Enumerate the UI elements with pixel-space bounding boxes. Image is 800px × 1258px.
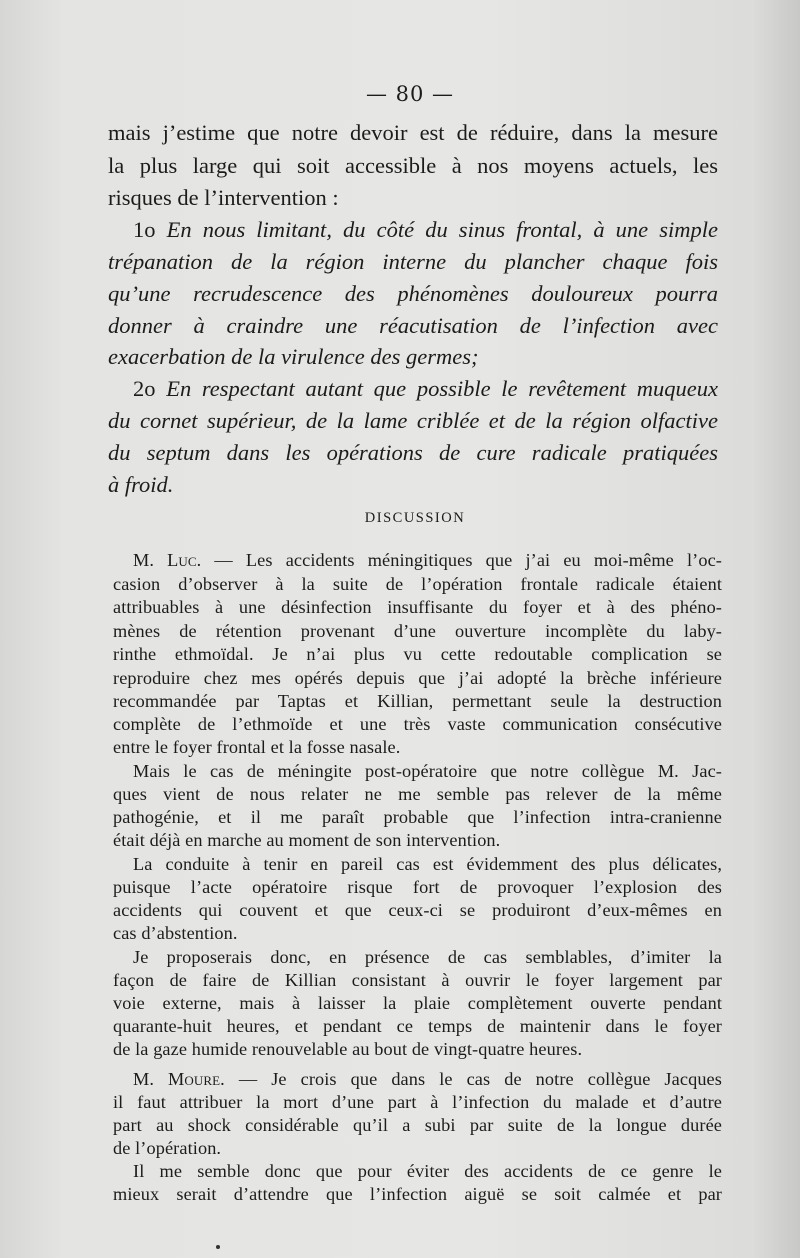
luc-line: M. Luc. — Les accidents méningitiques que j’ai eu moi-même l’oc- [133,550,722,570]
point1-marker: 1o [133,217,156,242]
luc-para3-line: La conduite à tenir en pareil cas est évidemment des plus délicates, [133,854,722,874]
luc-line: complète de l’ethmoïde et une très vaste communication consécutive [113,714,722,734]
moure-para2-line: Il me semble donc que pour éviter des accidents de ce genre le [133,1161,722,1181]
moure-line: de l’opération. [113,1138,222,1158]
point1-line: exacerbation de la virulence des germes; [108,344,479,369]
discussion-heading: DISCUSSION [364,510,466,526]
moure-line: il faut attribuer la mort d’une part à l’infection du malade et d’autre [113,1092,722,1112]
luc-para3-line: accidents qui couvent et que ceux-ci se produiront d’eux-mêmes en [113,900,722,920]
moure-line: M. Moure. — Je crois que dans le cas de notre collègue Jacques [133,1069,722,1089]
point1-line [133,217,718,243]
luc-para4-line: voie externe, mais à laisser la plaie complètement ouverte pendant [113,993,722,1013]
ink-speck [216,1245,220,1249]
luc-para2-line: pathogénie, et il me paraît probable que l’infection intra-cranienne [113,807,722,827]
speaker-moure: M. Moure. [133,1069,225,1089]
luc-line: recommandée par Taptas et Killian, permettant seule la destruction [113,691,722,711]
point1-line: qu’une recrudescence des phénomènes douloureux pourra [108,281,718,306]
point2-line [133,376,718,402]
luc-para4-line: façon de faire de Killian consistant à ouvrir le foyer largement par [113,970,722,990]
luc-line: entre le foyer frontal et la fosse nasale. [113,737,401,757]
luc-para4-line: Je proposerais donc, en présence de cas semblables, d’imiter la [133,947,722,967]
speaker-luc: M. Luc. [133,550,202,570]
luc-para2-line: Mais le cas de méningite post-opératoire que notre collègue M. Jac- [133,761,722,781]
page-number: — 80 — [365,82,455,106]
point1-text: En nous limitant, du côté du sinus frontal, à une simple [166,217,719,242]
point2-line: du septum dans les opérations de cure radicale pratiquées [108,440,718,465]
luc-para2-line: était déjà en marche au moment de son intervention. [113,830,501,850]
point1-line: donner à craindre une réacutisation de l’infection avec [108,313,718,338]
luc-para4-line: quarante-huit heures, et pendant ce temps de maintenir dans le foyer [113,1016,722,1036]
intro-line: risques de l’intervention : [108,185,339,210]
point2-marker: 2o [133,376,156,401]
point2-line: à froid. [108,472,174,497]
luc-para3-line: puisque l’acte opératoire risque fort de provoquer l’explosion des [113,877,722,897]
luc-para2-line: ques vient de nous relater ne me semble pas relever de la même [113,784,722,804]
moure-line: part au shock considérable qu’il a subi par suite de la longue durée [113,1115,722,1135]
luc-para4-line: de la gaze humide renouvelable au bout de vingt-quatre heures. [113,1039,583,1059]
luc-line: reproduire chez mes opérés depuis que j’ai adopté la brèche inférieure [113,668,722,688]
luc-para3-line: cas d’abstention. [113,923,238,943]
intro-line: mais j’estime que notre devoir est de réduire, dans la mesure [108,120,718,145]
point2-text: En respectant autant que possible le revêtement muqueux [166,376,718,401]
point1-line: trépanation de la région interne du plancher chaque fois [108,249,718,274]
luc-line: casion d’observer à la suite de l’opération frontale radicale étaient [113,574,722,594]
luc-line: attribuables à une désinfection insuffisante du foyer et à des phéno- [113,597,722,617]
point2-line: du cornet supérieur, de la lame criblée et de la région olfactive [108,408,718,433]
luc-line: mènes de rétention provenant d’une ouverture incomplète du laby- [113,621,722,641]
moure-para2-line: mieux serait d’attendre que l’infection aiguë se soit calmée et par [113,1184,722,1204]
luc-line: rinthe ethmoïdal. Je n’ai plus vu cette redoutable complication se [113,644,722,664]
intro-line: la plus large qui soit accessible à nos moyens actuels, les [108,153,718,178]
